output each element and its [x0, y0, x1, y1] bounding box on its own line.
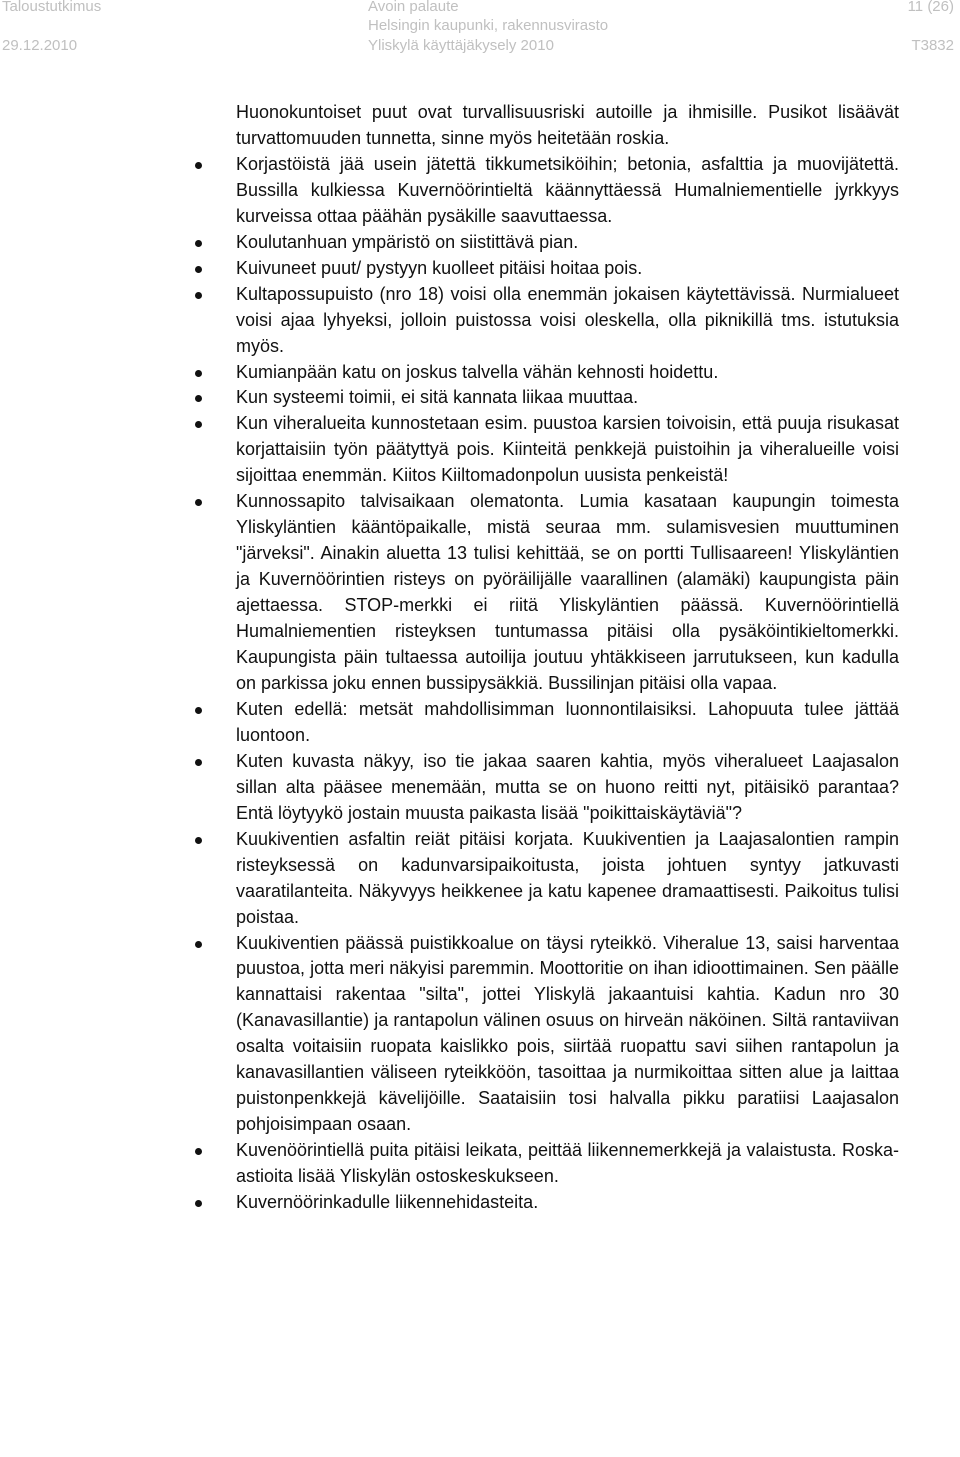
list-item-text: Kunnossapito talvisaikaan olematonta. Lumia kasataan kaupungin toimesta Yliskyläntien kääntöpaikalle, mistä seuraa mm. sulamisvesien muuttuminen "järveksi". Ainakin aluetta 13 tulisi kehittää, se on portti Tullisaareen! Yliskyläntien ja Kuvernöörintien risteys on pyöräilijälle vaarallinen (alamäki) kaupungista päin ajettaessa. STOP-merkki ei riitä Yliskyläntien päässä. Kuvernöörintiellä Humalniementien risteyksen tuntumassa pitäisi olla pysäköintikieltomerkki. Kaupungista päin tultaessa autoilija joutuu yhtäkkiseen jarrutukseen, kun kadulla on parkissa joku ennen bussipysäkkiä. Bussilinjan pitäisi olla vapaa.: [236, 491, 899, 693]
bullet-icon: [195, 707, 202, 714]
list-item: [236, 931, 899, 1139]
feedback-list: [236, 100, 899, 1216]
list-item-text: Kuivuneet puut/ pystyyn kuolleet pitäisi hoitaa pois.: [236, 257, 643, 278]
bullet-icon: [195, 266, 202, 273]
list-item-text: Kuten kuvasta näkyy, iso tie jakaa saaren kahtia, myös viheralueet Laajasalon sillan alta pääsee menemään, mutta se on huono reitti nyt, pitäisikö parantaa? Entä löytyykö jostain muusta paikasta lisää "poikittaiskäytäviä"?: [236, 750, 899, 823]
list-item: [236, 360, 899, 386]
bullet-icon: [195, 395, 202, 402]
list-item-text: Kuukiventien asfaltin reiät pitäisi korjata. Kuukiventien ja Laajasalontien rampin risteyksessä on kadunvarsipaikoitusta, joista johtuen syntyy jatkuvasti vaaratilanteita. Näkyvyys heikkenee ja katu kapenee dramaattisesti. Paikoitus tulisi poistaa.: [236, 828, 899, 927]
list-item: [236, 411, 899, 489]
bullet-icon: [195, 941, 202, 948]
list-item: [236, 489, 899, 697]
bullet-icon: [195, 499, 202, 506]
list-item: [236, 230, 899, 256]
continued-paragraph: Huonokuntoiset puut ovat turvallisuusriski autoille ja ihmisille. Pusikot lisäävät turvattomuuden tunnetta, sinne myös heitetään roskia.: [236, 102, 899, 148]
list-item-text: Kuten edellä: metsät mahdollisimman luonnontilaisiksi. Lahopuuta tulee jättää luontoon.: [236, 698, 899, 745]
header-project-code: T3832: [911, 37, 954, 54]
list-item: [236, 282, 899, 360]
bullet-icon: [195, 1200, 202, 1207]
list-item-text: Kuvernöörinkadulle liikennehidasteita.: [236, 1192, 539, 1213]
list-item: [236, 385, 899, 411]
list-item: [236, 1138, 899, 1190]
list-item-text: Kun viheralueita kunnostetaan esim. puustoa karsien toivoisin, että puuja risukasat korjattaisiin työn päätyttyä pois. Kiinteitä penkkejä puistoihin ja viheralueille voisi sijoittaa enemmän. Kiitos Kiiltomadonpolun uusista penkeistä!: [236, 413, 899, 486]
header-date: 29.12.2010: [2, 37, 78, 54]
bullet-icon: [195, 240, 202, 247]
page-header: [0, 0, 960, 60]
list-item-text: Kun systeemi toimii, ei sitä kannata liikaa muuttaa.: [236, 387, 639, 408]
list-item-text: Kumianpään katu on joskus talvella vähän kehnosti hoidettu.: [236, 361, 719, 382]
bullet-icon: [195, 837, 202, 844]
list-item: [236, 152, 899, 230]
list-item: [236, 697, 899, 749]
list-item-text: Korjastöistä jää usein jätettä tikkumetsiköihin; betonia, asfalttia ja muovijätettä. Bussilla kulkiessa Kuvernöörintieltä käännyttäessä Humalniementielle jyrkkyys kurveissa ottaa päähän pysäkille saavuttaessa.: [236, 153, 899, 226]
list-item: [236, 827, 899, 931]
list-item: [236, 1190, 899, 1216]
bullet-icon: [195, 370, 202, 377]
bullet-icon: [195, 162, 202, 169]
header-page-number: 11 (26): [907, 0, 954, 15]
list-item-text: Kultapossupuisto (nro 18) voisi olla enemmän jokaisen käytettävissä. Nurmialueet voisi ajaa lyhyeksi, jolloin puistossa voisi oleskella, olla piknikillä tms. istutuksia myös.: [236, 283, 899, 356]
header-survey-title: Yliskylä käyttäjäkysely 2010: [368, 37, 554, 54]
bullet-icon: [195, 759, 202, 766]
list-item: [236, 256, 899, 282]
bullet-icon: [195, 421, 202, 428]
header-client: Helsingin kaupunki, rakennusvirasto: [368, 17, 609, 34]
header-section-title: Avoin palaute: [368, 0, 459, 15]
list-item-text: Koulutanhuan ympäristö on siistittävä pian.: [236, 231, 579, 252]
header-company: Taloustutkimus: [2, 0, 102, 15]
list-item-text: Kuvenöörintiellä puita pitäisi leikata, peittää liikennemerkkejä ja valaistusta. Roska-astioita lisää Yliskylän ostoskeskukseen.: [236, 1140, 899, 1187]
list-item-text: Kuukiventien päässä puistikkoalue on täysi ryteikkö. Viheralue 13, saisi harventaa puustoa, jotta meri näkyisi paremmin. Moottoritie on ihan idioottimainen. Sen päälle kannattaisi rakentaa "silta", jottei Yliskylä jakaantuisi kahtia. Kadun nro 30 (Kanavasillantie) ja rantapolun välinen osuus on hirveän näköinen. Siltä rantaviivan osalta voitaisiin ruopata kaislikko pois, siirtää ruopattu savi siihen rantapolun ja kanavasillantien väliseen ryteikköön, tasoittaa ja nurmikoittaa sitten alue ja laittaa puistonpenkkejä kävelijöille. Saataisiin tosi halvalla pikku paratiisi Laajasalon pohjoisimpaan osaan.: [236, 932, 899, 1135]
list-item: [236, 749, 899, 827]
bullet-icon: [195, 292, 202, 299]
bullet-icon: [195, 1148, 202, 1155]
